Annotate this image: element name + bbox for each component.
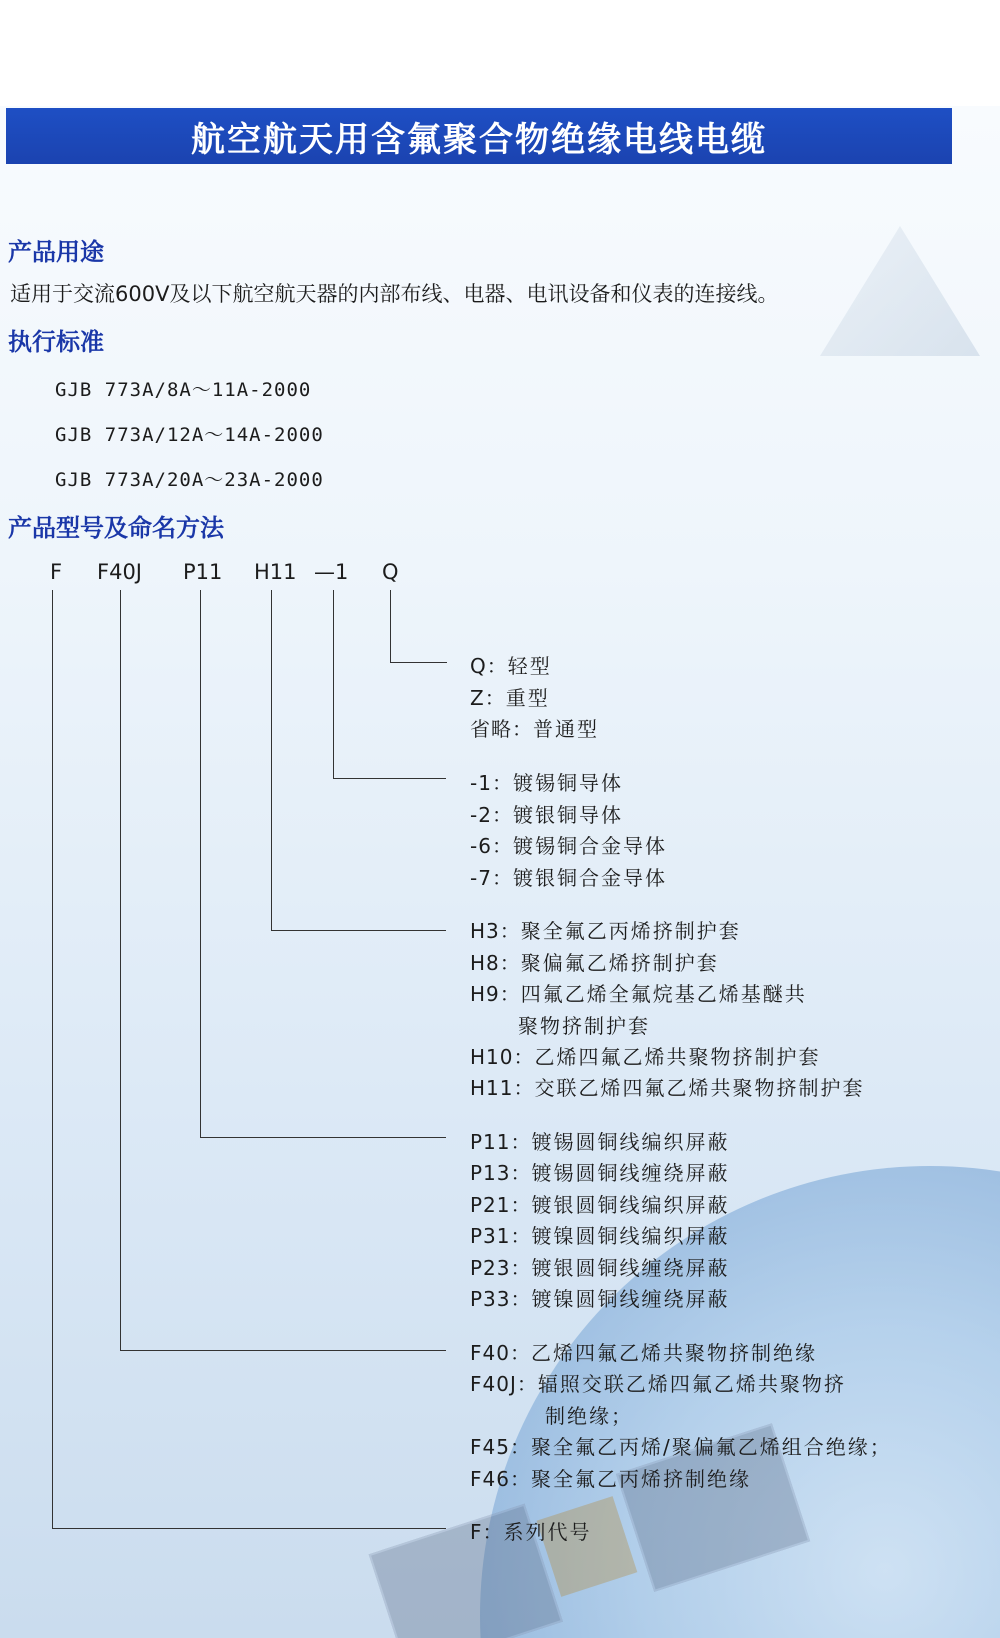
jacket-item: H10：乙烯四氟乙烯共聚物挤制护套 [470,1045,821,1069]
model-heading: 产品型号及命名方法 [8,514,224,542]
usage-heading: 产品用途 [8,238,104,266]
jacket-item: H8：聚偏氟乙烯挤制护套 [470,951,719,975]
code-part-jacket: H11 [254,560,297,584]
conductor-item: -7：镀银铜合金导体 [470,866,667,890]
type-item: Q：轻型 [470,654,552,678]
code-part-shield: P11 [183,560,223,584]
shield-item: P13：镀锡圆铜线缠绕屏蔽 [470,1161,730,1185]
code-part-conductor: —1 [314,560,349,584]
shield-item: P21：镀银圆铜线编织屏蔽 [470,1193,730,1217]
page-title: 航空航天用含氟聚合物绝缘电线电缆 [191,119,767,160]
conductor-item: -6：镀锡铜合金导体 [470,834,667,858]
insulation-item: F40：乙烯四氟乙烯共聚物挤制绝缘 [470,1341,817,1365]
connector-line [200,1137,446,1138]
insulation-item-continued: 制绝缘； [545,1404,633,1428]
insulation-item: F40J：辐照交联乙烯四氟乙烯共聚物挤 [470,1372,846,1396]
insulation-item: F45：聚全氟乙丙烯/聚偏氟乙烯组合绝缘； [470,1435,892,1459]
connector-line [271,590,272,930]
shield-item: P31：镀镍圆铜线编织屏蔽 [470,1224,730,1248]
connector-line [200,590,201,1137]
code-part-insulation: F40J [97,560,142,584]
title-banner [6,108,952,164]
type-item: 省略：普通型 [470,717,599,741]
standard-heading: 执行标准 [8,328,104,356]
connector-line [120,590,121,1350]
conductor-item: -1：镀锡铜导体 [470,771,623,795]
conductor-item: -2：镀银铜导体 [470,803,623,827]
jacket-item: H9：四氟乙烯全氟烷基乙烯基醚共 [470,982,807,1006]
jacket-item-continued: 聚物挤制护套 [518,1014,650,1038]
connector-line [52,1528,446,1529]
shield-item: P23：镀银圆铜线缠绕屏蔽 [470,1256,730,1280]
series-item: F：系列代号 [470,1520,592,1544]
shield-item: P11：镀锡圆铜线编织屏蔽 [470,1130,730,1154]
jacket-item: H11：交联乙烯四氟乙烯共聚物挤制护套 [470,1076,865,1100]
connector-line [333,590,334,778]
jacket-item: H3：聚全氟乙丙烯挤制护套 [470,919,741,943]
standard-line: GJB 773A/20A～23A-2000 [55,469,324,491]
code-part-type: Q [382,560,399,584]
connector-line [333,778,446,779]
connector-line [390,662,447,663]
standard-line: GJB 773A/12A～14A-2000 [55,424,324,446]
usage-text: 适用于交流600V及以下航空航天器的内部布线、电器、电讯设备和仪表的连接线。 [10,282,779,306]
connector-line [120,1350,446,1351]
connector-line [390,590,391,662]
connector-line [271,930,446,931]
standard-line: GJB 773A/8A～11A-2000 [55,379,312,401]
insulation-item: F46：聚全氟乙丙烯挤制绝缘 [470,1467,751,1491]
connector-line [52,590,53,1528]
type-item: Z：重型 [470,686,550,710]
code-part-series: F [50,560,63,584]
shield-item: P33：镀镍圆铜线缠绕屏蔽 [470,1287,730,1311]
decorative-rocket-image [820,226,980,356]
